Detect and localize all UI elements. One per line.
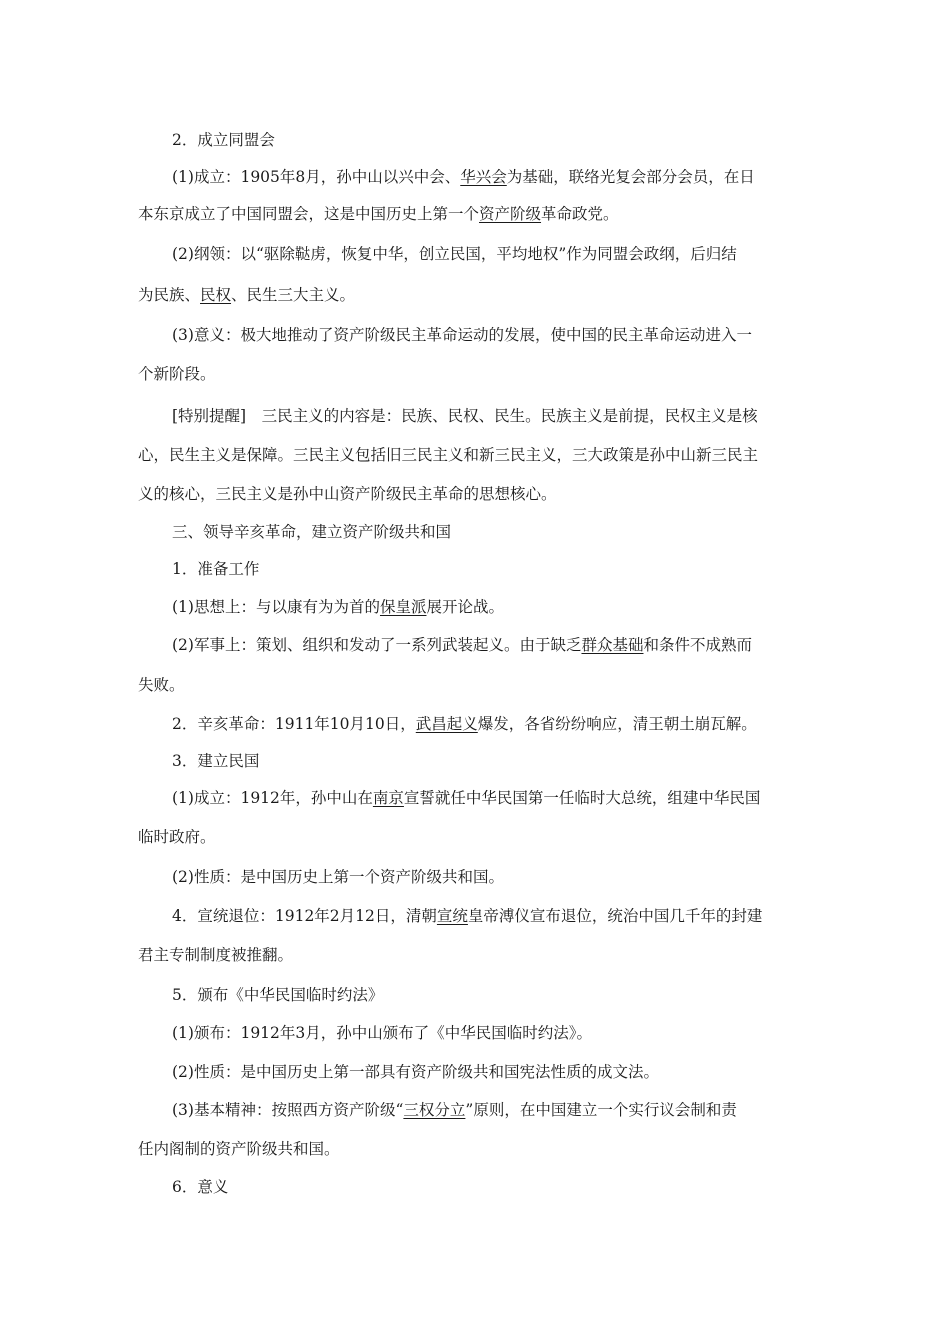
heading-2-establish-tongmenghui: 2．成立同盟会	[172, 131, 275, 149]
underlined-term: 资产阶级	[479, 205, 542, 223]
section-heading-3: 三、领导辛亥革命，建立资产阶级共和国	[172, 523, 452, 541]
underlined-term: 华兴会	[460, 168, 507, 186]
paragraph-line: 个新阶段。	[138, 365, 216, 383]
paragraph-line: 任内阁制的资产阶级共和国。	[138, 1140, 340, 1158]
paragraph-line: 失败。	[138, 676, 185, 694]
paragraph-line: (1)颁布：1912年3月，孙中山颁布了《中华民国临时约法》。	[172, 1024, 593, 1042]
paragraph-line: 4．宣统退位：1912年2月12日，清朝宣统皇帝溥仪宣布退位，统治中国几千年的封建	[172, 907, 763, 925]
heading-1-preparation: 1．准备工作	[172, 560, 260, 578]
underlined-term: 宣统	[436, 907, 468, 925]
underlined-term: 三权分立	[403, 1101, 466, 1119]
underlined-term: 南京	[372, 789, 404, 807]
paragraph-line: (3)意义：极大地推动了资产阶级民主革命运动的发展，使中国的民主革命运动进入一	[172, 326, 752, 344]
heading-3-establish-republic: 3．建立民国	[172, 752, 260, 770]
paragraph-line: 君主专制制度被推翻。	[138, 946, 294, 964]
paragraph-line: (1)成立：1912年，孙中山在南京宣誓就任中华民国第一任临时大总统，组建中华民国	[172, 789, 761, 807]
heading-6-significance: 6．意义	[172, 1178, 229, 1196]
paragraph-line: (2)性质：是中国历史上第一部具有资产阶级共和国宪法性质的成文法。	[172, 1063, 659, 1081]
special-reminder-line: [特别提醒] 三民主义的内容是：民族、民权、民生。民族主义是前提，民权主义是核	[172, 407, 758, 425]
paragraph-line: 心，民生主义是保障。三民主义包括旧三民主义和新三民主义，三大政策是孙中山新三民主	[138, 446, 759, 464]
paragraph-line: 义的核心，三民主义是孙中山资产阶级民主革命的思想核心。	[138, 485, 557, 503]
paragraph-line: (2)性质：是中国历史上第一个资产阶级共和国。	[172, 868, 504, 886]
paragraph-line: (3)基本精神：按照西方资产阶级“三权分立”原则，在中国建立一个实行议会制和责	[172, 1101, 737, 1119]
underlined-term: 武昌起义	[415, 715, 478, 733]
paragraph-line: (1)成立：1905年8月，孙中山以兴中会、华兴会为基础，联络光复会部分会员，在日	[172, 168, 755, 186]
paragraph-line: (1)思想上：与以康有为为首的保皇派展开论战。	[172, 598, 504, 616]
paragraph-line: 本东京成立了中国同盟会，这是中国历史上第一个资产阶级革命政党。	[138, 205, 619, 223]
paragraph-line: 2．辛亥革命：1911年10月10日，武昌起义爆发，各省纷纷响应，清王朝土崩瓦解。	[172, 715, 757, 733]
paragraph-line: (2)纲领：以“驱除鞑虏，恢复中华，创立民国，平均地权”作为同盟会政纲，后归结	[172, 245, 737, 263]
heading-5-provisional-constitution: 5．颁布《中华民国临时约法》	[172, 986, 384, 1004]
paragraph-line: 临时政府。	[138, 828, 216, 846]
underlined-term: 民权	[200, 286, 232, 304]
paragraph-line: 为民族、民权、民生三大主义。	[138, 286, 356, 304]
paragraph-line: (2)军事上：策划、组织和发动了一系列武装起义。由于缺乏群众基础和条件不成熟而	[172, 636, 752, 654]
underlined-term: 保皇派	[379, 598, 427, 616]
underlined-term: 群众基础	[581, 636, 644, 654]
